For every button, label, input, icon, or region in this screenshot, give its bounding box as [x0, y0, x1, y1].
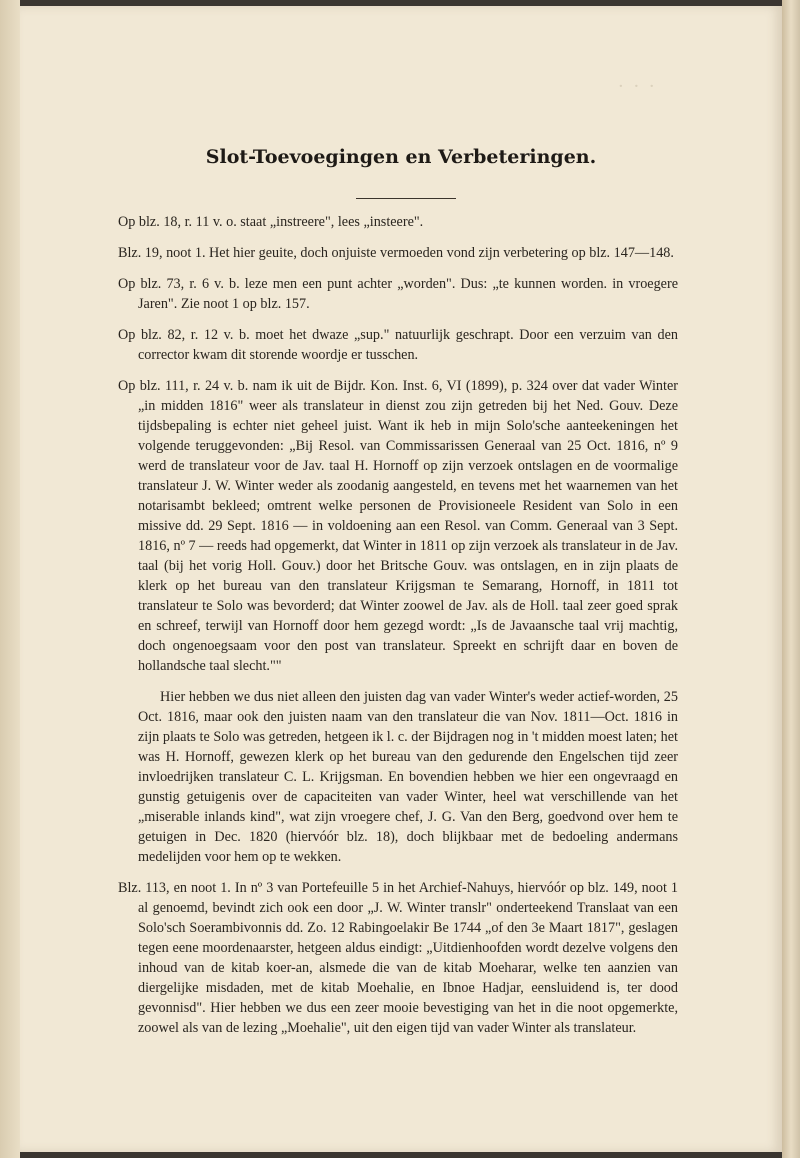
document-page: [20, 6, 782, 1152]
correction-entry: Blz. 19, noot 1. Het hier geuite, doch onjuiste vermoeden vond zijn verbetering op blz. 147—148.: [118, 245, 674, 261]
correction-entry: Op blz. 111, r. 24 v. b. nam ik uit de Bijdr. Kon. Inst. 6, VI (1899), p. 324 over dat vader Winter „in midden 1816" weer als translateur in dienst zou zijn getreden bij het Ned. Gouv. Deze tijdsbepaling is echter niet geheel juist. Want ik heb in mijn Solo'sche aanteekeningen het volgende teruggevonden: „Bij Resol. van Commissarissen Generaal van 25 Oct. 1816, nº 9 werd de translateur voor de Jav. taal H. Hornoff op zijn verzoek ontslagen en de voormalige translateur J. W. Winter weder als zoodanig aangesteld, en tevens met het waarnemen van het notarisambt bekleed; omtrent welke personen de Provisioneele Resident van Solo in een missive dd. 29 Sept. 1816 — in voldoening aan een Resol. van Comm. Generaal van 3 Sept. 1816, nº 7 — reeds had opgemerkt, dat Winter in 1811 op zijn verzoek als translateur in de Jav. taal (bij het vorig Holl. Gouv.) door het Britsche Gouv. was ontslagen, en in zijn plaats de klerk op het bureau van den translateur Krijgsman te Semarang, Hornoff, in 1811 tot translateur te Solo was bevorderd; dat Winter zoowel de Jav. als de Holl. taal zeer goed sprak en schreef, terwijl van Hornoff door hem gezegd wordt: „Is de Javaansche taal vrij machtig, doch ongenoegsaam voor den post van translateur. Spreekt en schrijft daar en boven de hollandsche taal slecht."": [118, 378, 678, 674]
correction-entry: Op blz. 18, r. 11 v. o. staat „instreere", lees „insteere".: [118, 214, 424, 230]
correction-entry: Op blz. 73, r. 6 v. b. leze men een punt achter „worden". Dus: „te kunnen worden. in vroegere Jaren". Zie noot 1 op blz. 157.: [118, 276, 678, 312]
title-divider: [356, 198, 456, 199]
page-body: [118, 212, 678, 1049]
correction-entry: Op blz. 82, r. 12 v. b. moet het dwaze „sup." natuurlijk geschrapt. Door een verzuim van den corrector kwam dit storende woordje er tusschen.: [118, 327, 678, 363]
book-gutter: [0, 0, 20, 1158]
show-through-text: · · ·: [618, 76, 657, 97]
correction-entry: Blz. 113, en noot 1. In nº 3 van Portefeuille 5 in het Archief-Nahuys, hiervóór op blz. 149, noot 1 al genoemd, bevindt zich ook een door „J. W. Winter translr" onderteekend Translaat van een Solo'sch Soerambivonnis dd. Zo. 12 Rabingoelakir Be 1744 „of den 3e Maart 1817", geslagen tegen eene moordenaarster, hetgeen aldus eindigt: „Uitdienhoofden wordt dezelve volgens den inhoud van de kitab koer-an, alsmede die van de kitab Moeharar, welke ten aanzien van diergelijke misdaden, met de kitab Moehalie, en Ibnoe Hadjar, eensluidend is, ter dood gevonnisd". Hier hebben we dus een zeer mooie bevestiging van het in die noot opgemerkte, zoowel als van de lezing „Moehalie", uit den eigen tijd van vader Winter als translateur.: [118, 880, 678, 1036]
page-edge: [782, 0, 800, 1158]
page-title: Slot-Toevoegingen en Verbeteringen.: [205, 146, 597, 168]
correction-continuation: Hier hebben we dus niet alleen den juisten dag van vader Winter's weder actief-worden, 25 Oct. 1816, maar ook den juisten naam van den translateur die van Nov. 1811—Oct. 1816 in zijn plaats te Solo was getreden, hetgeen ik l. c. der Bijdragen nog in 't midden moest laten; het was H. Hornoff, gewezen klerk op het bureau van den gedurende den Engelschen tijd zeer invloedrijken translateur C. L. Krijgsman. En bovendien hebben we hier een ongevraagd en gunstig getuigenis over de capaciteiten van vader Winter, heel wat verschillende van het „miserable inlands kind", wat zijn vroegere chef, J. G. Van den Berg, goedvond over hem te getuigen in Dec. 1820 (hiervóór blz. 18), doch blijkbaar met de bedoeling andermans medelijden voor hem op te wekken.: [138, 689, 678, 865]
